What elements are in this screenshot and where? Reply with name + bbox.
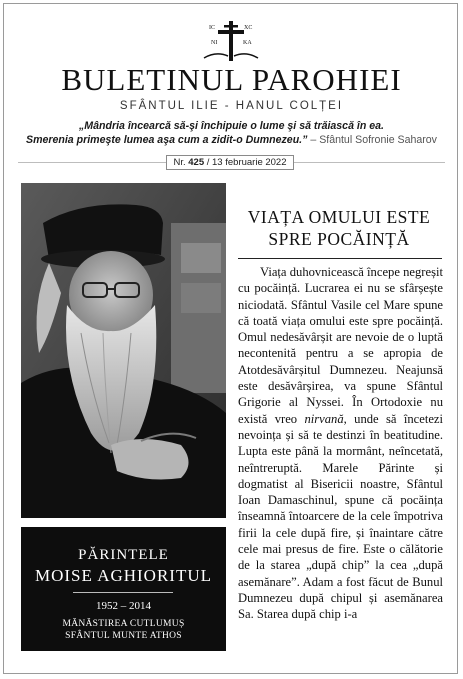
caption-name: MOISE AGHIORITUL: [34, 566, 213, 585]
article-body: [238, 264, 443, 666]
cross-letter-ni: NI: [211, 40, 218, 46]
title-divider: [238, 258, 442, 259]
orthodox-cross-icon: [200, 18, 262, 64]
caption-monastery: MĂNĂSTIREA CUTLUMUȘ: [62, 619, 185, 629]
caption-years: 1952 – 2014: [96, 600, 151, 612]
article-body-part-1: Viața duhovnicească începe negreșit cu pocăință. Lucrarea ei nu se sfârșește niciodată. Sfântul Vasile cel Mare spune că toată viața omului este spre pocăință. Omul nedesăvârșit are nevoie de o luptă necontenită pentru a se apropia de Atotdesăvârșitul Dumnezeu. Neajunsă este desăvârșirea, va spune Sfântul Grigorie al Nyssei. În Ortodoxie nu există vreo: [238, 265, 443, 426]
parish-subtitle: SFÂNTUL ILIE - HANUL COLȚEI: [119, 100, 344, 112]
cross-letter-ic: IC: [209, 25, 215, 31]
quote-line-1: „Mândria încearcă să-şi închipuie o lume şi să trăiască în ea.: [79, 120, 384, 132]
cross-letter-xc: XC: [244, 25, 253, 31]
issue-prefix: Nr.: [173, 157, 189, 168]
caption-divider: [73, 592, 173, 593]
article-title: [233, 206, 445, 250]
caption-title: PĂRINTELE: [78, 547, 169, 563]
article-title-line-2: SPRE POCĂINȚĂ: [268, 229, 410, 249]
quote-line-2: Smerenia primeşte lumea aşa cum a zidit-o Dumnezeu.”: [26, 134, 308, 146]
issue-date: / 13 februarie 2022: [204, 157, 287, 168]
portrait-photo: [21, 183, 226, 518]
article-body-part-2: , unde să încetezi nevoința și să te destinzi în beatitudine. Lupta este până la mormânt, neîncetată, neîntreruptă. Marele Părinte și dogmatist al Bisericii noastre, Sfântul Ioan Damaschinul, spune că pocăința înseamnă întoarcere de la cele împotriva firii la cele după fire, și înaintare către cele mai presus de fire. Este o călătorie de la starea „după chip” la cea „după asemănare”. Adam a fost făcut de Bunul Dumnezeu după chipul și asemănarea Sa. Starea după chip i-a: [238, 411, 443, 622]
caption-location: SFÂNTUL MUNTE ATHOS: [65, 631, 182, 641]
article-body-italic: nirvană: [304, 411, 344, 426]
caption-box: [21, 527, 226, 651]
quote-author: – Sfântul Sofronie Saharov: [307, 134, 437, 146]
issue-badge: [166, 155, 294, 170]
cross-letter-ka: KA: [243, 40, 252, 46]
bulletin-title: BULETINUL PAROHIEI: [61, 62, 402, 97]
issue-number: 425: [188, 157, 205, 168]
article-title-line-1: VIAȚA OMULUI ESTE: [247, 207, 431, 227]
header-quote: [20, 119, 443, 147]
